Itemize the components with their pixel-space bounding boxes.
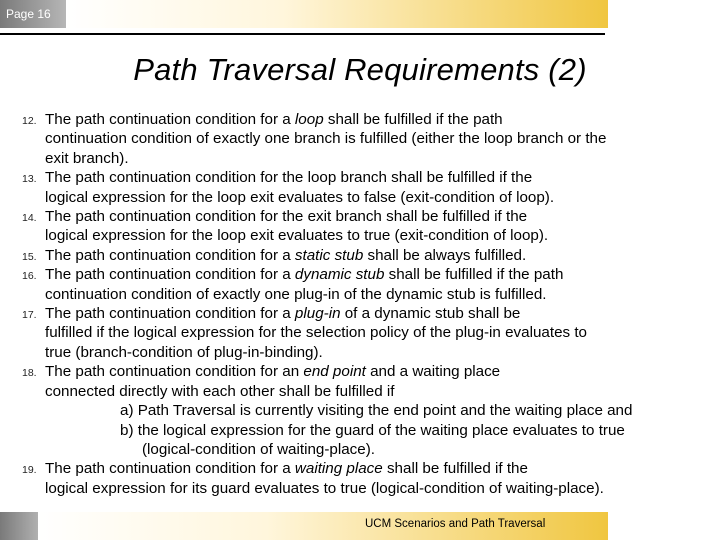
emphasized-term: static stub: [294, 246, 364, 264]
sub-condition: b) the logical expression for the guard of the waiting place evaluates to true: [120, 421, 625, 439]
list-item: [22, 168, 716, 207]
text-segment: The path continuation condition for a: [45, 305, 295, 323]
sub-condition: (logical-condition of waiting-place).: [142, 440, 375, 458]
text-segment: true (branch-condition of plug-in-binding).: [45, 343, 323, 361]
item-line: [45, 207, 716, 226]
footer-tab: [0, 512, 38, 540]
text-segment: and a waiting place: [365, 363, 501, 381]
text-segment: logical expression for the loop exit evaluates to true (exit-condition of loop).: [45, 227, 549, 245]
item-number: 15.: [22, 250, 37, 263]
text-segment: The path continuation condition for the exit branch shall be fulfilled if the: [45, 208, 528, 226]
list-item: [22, 304, 716, 362]
text-segment: shall be fulfilled if the path: [384, 266, 564, 284]
requirements-list: [22, 110, 716, 498]
text-segment: The path continuation condition for the loop branch shall be fulfilled if the: [45, 169, 533, 187]
item-line: [45, 149, 716, 168]
emphasized-term: end point: [303, 363, 366, 381]
item-line: [45, 459, 716, 478]
item-number: 17.: [22, 309, 37, 322]
slide-title: Path Traversal Requirements (2): [133, 52, 587, 87]
item-line: [45, 265, 716, 284]
text-segment: logical expression for its guard evaluates to true (logical-condition of waiting-place).: [45, 479, 604, 497]
text-segment: The path continuation condition for an: [45, 363, 304, 381]
item-line: [45, 343, 716, 362]
emphasized-term: plug-in: [294, 305, 341, 323]
item-line: [45, 479, 716, 498]
text-segment: logical expression for the loop exit evaluates to false (exit-condition of loop).: [45, 188, 555, 206]
item-line: [45, 246, 716, 265]
emphasized-term: waiting place: [294, 460, 383, 478]
item-line: [45, 304, 716, 323]
item-line: [45, 129, 716, 148]
text-segment: exit branch).: [45, 149, 129, 167]
text-segment: shall be fulfilled if the: [382, 460, 528, 478]
item-line: [45, 323, 716, 342]
page-number-tab: [0, 0, 68, 28]
list-item: [22, 362, 716, 459]
text-segment: The path continuation condition for a: [45, 266, 295, 284]
text-segment: continuation condition of exactly one branch is fulfilled (either the loop branch or the: [45, 130, 607, 148]
list-item: [22, 265, 716, 304]
item-line: [45, 110, 716, 129]
item-number: 16.: [22, 270, 37, 283]
list-item: [22, 246, 716, 265]
list-item: [22, 110, 716, 168]
text-segment: connected directly with each other shall be fulfilled if: [45, 382, 395, 400]
text-segment: continuation condition of exactly one plug-in of the dynamic stub is fulfilled.: [45, 285, 547, 303]
sub-condition: a) Path Traversal is currently visiting the end point and the waiting place and: [120, 402, 633, 420]
item-number: 12.: [22, 115, 37, 127]
text-segment: The path continuation condition for a: [45, 111, 295, 128]
item-line: [45, 362, 716, 381]
emphasized-term: dynamic stub: [294, 266, 385, 284]
item-line: [45, 285, 716, 304]
text-segment: fulfilled if the logical expression for the selection policy of the plug-in evaluates to: [45, 324, 587, 342]
emphasized-term: loop: [294, 111, 324, 128]
text-segment: shall be fulfilled if the path: [323, 111, 503, 128]
text-segment: shall be always fulfilled.: [363, 246, 527, 264]
text-segment: of a dynamic stub shall be: [340, 305, 521, 323]
item-number: 19.: [22, 464, 37, 477]
item-line: [45, 188, 716, 207]
item-number: 13.: [22, 173, 37, 186]
text-segment: The path continuation condition for a: [45, 246, 295, 264]
item-line: [45, 382, 716, 401]
item-number: 18.: [22, 367, 37, 380]
header-gradient-bar: [66, 0, 608, 28]
list-item: [22, 459, 716, 498]
header-rule: [0, 33, 605, 35]
item-number: 14.: [22, 212, 37, 225]
page-number-label: Page 16: [6, 7, 51, 21]
item-line: [45, 226, 716, 245]
list-item: [22, 207, 716, 246]
text-segment: The path continuation condition for a: [45, 460, 295, 478]
footer-text: UCM Scenarios and Path Traversal: [365, 518, 546, 530]
item-line: [45, 168, 716, 187]
